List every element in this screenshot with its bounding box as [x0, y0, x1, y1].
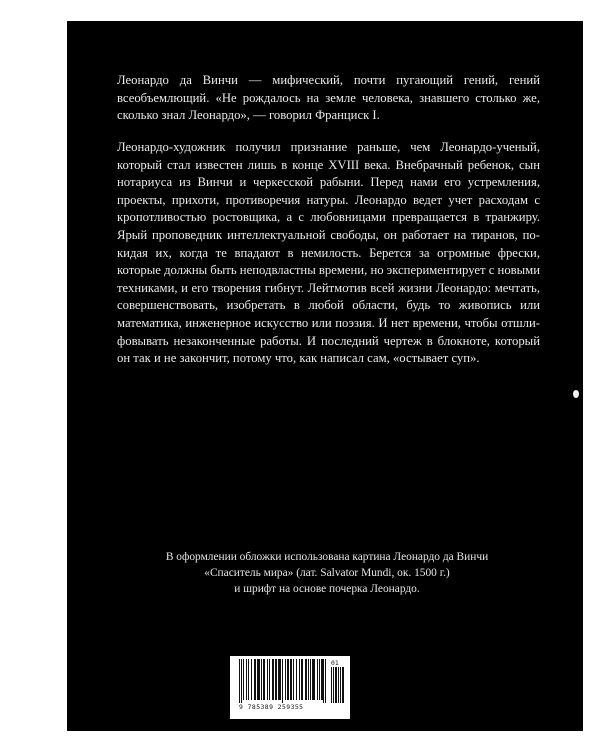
barcode-bar: [282, 659, 283, 703]
barcode-bar: [257, 659, 260, 700]
credits-line-1: В оформлении обложки использована картина Леонардо да Винчи: [165, 551, 489, 563]
barcode-bar: [263, 659, 265, 700]
barcode-bar: [342, 667, 344, 703]
back-cover: [67, 21, 583, 731]
barcode-bar: [323, 659, 324, 703]
barcode-bar: [340, 667, 341, 703]
annotation-body: [117, 139, 540, 368]
barcode-bar: [287, 659, 289, 700]
barcode-bar: [246, 659, 247, 700]
barcode-bar: [333, 667, 334, 703]
barcode-bar: [296, 659, 297, 700]
barcode-bar: [335, 667, 337, 703]
barcode-bar: [310, 659, 311, 700]
barcode-bar: [321, 659, 323, 700]
isbn-digits: 9 785389 259355: [239, 703, 304, 711]
addon-digits: 01: [331, 659, 339, 667]
barcode-bar: [261, 659, 262, 700]
barcode-bar: [299, 659, 300, 700]
barcode-bar: [272, 659, 274, 700]
annotation-paragraph-1: Леонардо да Винчи — мифический, почти пугающий гений, гений всеобъемлющий. «Не рождалось на земле человека, знавшего столько же, сколько знал Леонардо», — говорил Франциск I.: [117, 73, 540, 123]
cover-credits: [107, 549, 547, 597]
edge-mark: [573, 390, 579, 398]
barcode-bar: [275, 659, 277, 700]
barcode-bar: [317, 659, 318, 700]
barcode-bar: [285, 659, 286, 700]
barcode-bar: [338, 667, 339, 703]
barcode-bar: [243, 659, 244, 700]
barcode-bar: [278, 659, 281, 700]
credits-line-2: «Спаситель мира» (лат. Salvator Mundi, ок. 1500 г.): [204, 567, 450, 579]
barcode-bar: [251, 659, 252, 700]
annotation-paragraph-2: Леонардо-художник получил признание раньше, чем Леонардо-ученый, который стал известен лишь в конце XVIII века. Внебрачный ребенок, сын нотариуса из Винчи и черкесской рабыни. Перед нами его устремления, проекты, прихоти, противоречия натуры. Леонардо ведет учет расходам с кропотливостью ростовщика, а с любовницами превращается в транжиру. Ярый проповедник интеллектуальной свободы, он работает на тиранов, покидая их, когда те впадают в немилость. Берется за огромные фрески, которые должны быть неподвластны времени, но экспериментирует с новыми техниками, и его творения гибнут. Лейтмотив всей жизни Леонардо: мечтать, совершенствовать, изобретать в любой области, будь то живопись или математика, инженерное искусство или поэзия. И нет времени, чтобы отшлифовывать незаконченные работы. И последний чертеж в блокноте, который он так и не закончит, потому что, как написал сам, «остывает суп».: [117, 140, 540, 366]
annotation-intro: [117, 72, 540, 125]
barcode-bar: [331, 667, 332, 703]
barcode-bar: [319, 659, 320, 700]
barcode-bar: [248, 659, 249, 700]
barcode-bar: [267, 659, 268, 700]
isbn-barcode: [230, 656, 350, 719]
barcode-bar: [308, 659, 309, 700]
barcode-bar: [301, 659, 303, 700]
barcode-bar: [269, 659, 270, 700]
barcode-bar: [290, 659, 292, 700]
barcode-bar: [312, 659, 315, 700]
barcode-bar: [239, 659, 240, 703]
barcode-bar: [305, 659, 307, 700]
barcode-bar: [293, 659, 294, 700]
credits-line-3: и шрифт на основе почерка Леонардо.: [234, 583, 420, 595]
barcode-bar: [254, 659, 256, 700]
barcode-bar: [325, 659, 326, 703]
barcode-bar: [241, 659, 242, 703]
